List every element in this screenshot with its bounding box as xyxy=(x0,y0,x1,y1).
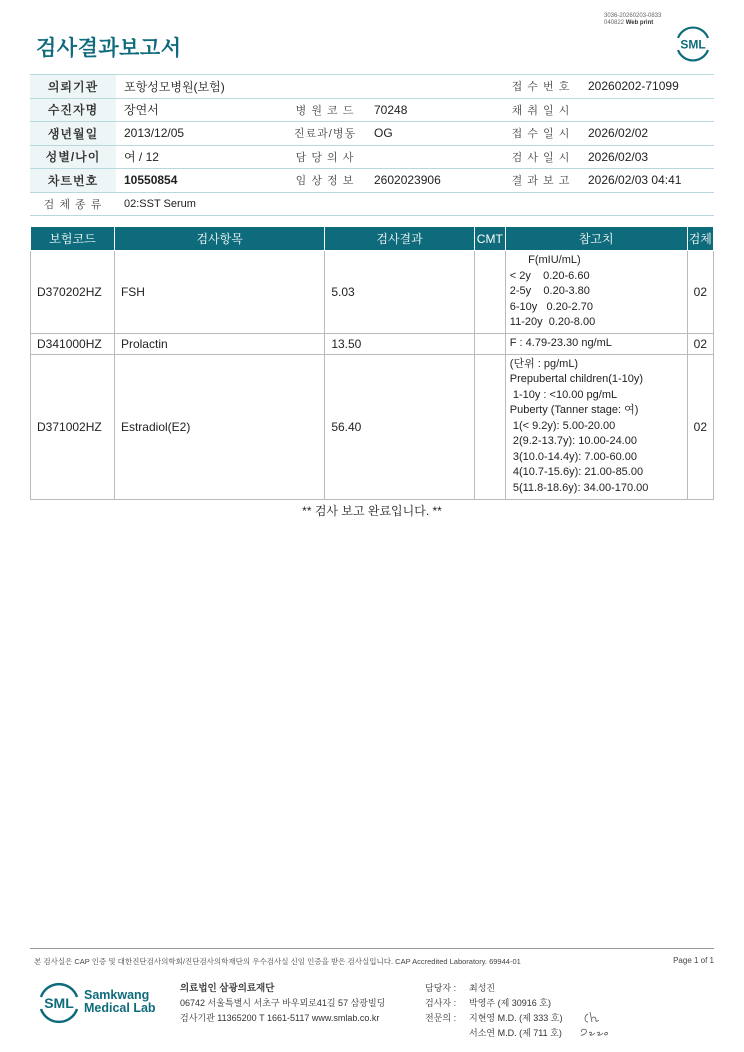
value-clinical-info: 2602023906 xyxy=(366,169,502,193)
staff-name: 박영주 (제 30916 호) xyxy=(469,998,551,1008)
lab-contact: 검사기관 11365200 T 1661-5117 www.smlab.co.kr xyxy=(180,1013,380,1023)
sml-footer-logo-text: SML xyxy=(44,995,74,1011)
header-test-result: 검사결과 xyxy=(325,227,474,251)
row-specimen: 02 xyxy=(687,333,713,354)
handwritten-signature-icon xyxy=(578,1008,614,1040)
row-cmt xyxy=(474,333,505,354)
header-reference: 참고치 xyxy=(505,227,687,251)
row-cmt xyxy=(474,251,505,334)
label-department: 진료과/병동 xyxy=(284,122,366,146)
header-specimen: 검체 xyxy=(687,227,713,251)
row-value: 13.50 xyxy=(325,333,474,354)
value-test-time: 2026/02/03 xyxy=(580,145,714,169)
print-meta xyxy=(604,13,661,27)
value-result-report: 2026/02/03 04:41 xyxy=(580,169,714,193)
lab-address: 06742 서울특별시 서초구 바우뫼로41길 57 삼광빌딩 xyxy=(180,998,386,1008)
staff-row xyxy=(425,981,562,996)
staff-name: 최성진 xyxy=(469,983,496,993)
report-title: 검사결과보고서 xyxy=(36,37,182,60)
staff-name: 서소연 M.D. (제 711 호) xyxy=(469,1028,562,1038)
sml-logo-text: SML xyxy=(680,37,706,52)
staff-role: 전문의 : xyxy=(425,1013,457,1023)
staff-row xyxy=(425,1011,562,1026)
label-patient-name: 수진자명 xyxy=(30,98,116,122)
label-receipt-number: 접 수 번 호 xyxy=(502,75,580,99)
row-code: D371002HZ xyxy=(31,354,115,499)
sml-logo-icon xyxy=(672,24,714,62)
row-reference: F(mIU/mL) < 2y 0.20-6.60 2-5y 0.20-3.80 6-10y 0.20-2.70 11-20y 0.20-8.00 xyxy=(505,251,687,334)
label-result-report: 결 과 보 고 xyxy=(502,169,580,193)
row-reference: (단위 : pg/mL) Prepubertal children(1-10y) 1-10y : <10.00 pg/mL Puberty (Tanner stage: 여) 1(< 9.2y): 5.00-20.00 2(9.2-13.7y): 10.00-24.00 3(10.0-14.4y): 7.00-60.00 4(10.7-15.6y): 21.00-85.00 5(11.8-18.6y): 34.00-170.00 xyxy=(505,354,687,499)
results-table xyxy=(30,226,714,500)
label-birth-date: 생년월일 xyxy=(30,122,116,146)
row-item: Prolactin xyxy=(114,333,324,354)
samkwang-logo xyxy=(36,980,156,1026)
value-receipt-number: 20260202-71099 xyxy=(580,75,714,99)
logo-name-line1: Samkwang xyxy=(84,988,150,1002)
value-department: OG xyxy=(366,122,502,146)
page-number: Page 1 of 1 xyxy=(673,956,714,965)
row-value: 5.03 xyxy=(325,251,474,334)
value-chart-number: 10550854 xyxy=(116,169,284,193)
lab-address-block xyxy=(180,981,385,1026)
row-code: D370202HZ xyxy=(31,251,115,334)
row-value: 56.40 xyxy=(325,354,474,499)
value-sex-age: 여 / 12 xyxy=(116,145,284,169)
table-row xyxy=(31,251,714,334)
row-item: FSH xyxy=(114,251,324,334)
staff-row xyxy=(425,1026,562,1041)
row-specimen: 02 xyxy=(687,354,713,499)
logo-name-line2: Medical Lab xyxy=(84,1001,156,1015)
staff-row xyxy=(425,996,562,1011)
value-birth-date: 2013/12/05 xyxy=(116,122,284,146)
label-doctor: 담 당 의 사 xyxy=(284,145,366,169)
row-item: Estradiol(E2) xyxy=(114,354,324,499)
staff-role xyxy=(425,1026,469,1041)
label-collection-time: 채 취 일 시 xyxy=(502,98,580,122)
label-sex-age: 성별/나이 xyxy=(30,145,116,169)
staff-name: 지현영 M.D. (제 333 호) xyxy=(469,1013,563,1023)
value-doctor xyxy=(366,145,502,169)
footer-divider xyxy=(30,948,714,949)
value-receipt-time: 2026/02/02 xyxy=(580,122,714,146)
accreditation-note: 본 검사실은 CAP 인증 및 대한진단검사의학회/진단검사의학재단의 우수검사실 신임 인증을 받은 검사실입니다. CAP Accredited Laboratory. 69944-01 xyxy=(34,957,521,966)
sml-footer-logo-icon xyxy=(36,980,82,1026)
row-cmt xyxy=(474,354,505,499)
header-cmt: CMT xyxy=(474,227,505,251)
row-reference: F : 4.79-23.30 ng/mL xyxy=(505,333,687,354)
row-specimen: 02 xyxy=(687,251,713,334)
value-patient-name: 장연서 xyxy=(116,98,284,122)
label-hospital-code: 병 원 코 드 xyxy=(284,98,366,122)
header-test-item: 검사항목 xyxy=(114,227,324,251)
patient-info-table xyxy=(30,74,714,216)
report-complete-note: ** 검사 보고 완료입니다. ** xyxy=(302,504,442,518)
print-meta-line2: 040822 xyxy=(604,20,625,26)
value-hospital-code: 70248 xyxy=(366,98,502,122)
lab-org-name: 의료법인 삼광의료재단 xyxy=(180,983,275,994)
table-row xyxy=(31,354,714,499)
row-code: D341000HZ xyxy=(31,333,115,354)
table-row xyxy=(31,333,714,354)
label-test-time: 검 사 일 시 xyxy=(502,145,580,169)
label-clinical-info: 임 상 정 보 xyxy=(284,169,366,193)
label-specimen-type: 검 체 종 류 xyxy=(30,192,116,216)
web-print-label: Web print xyxy=(625,20,654,26)
value-requesting-institution: 포항성모병원(보험) xyxy=(116,75,502,99)
staff-role: 검사자 : xyxy=(425,998,457,1008)
staff-role: 담당자 : xyxy=(425,983,457,993)
label-chart-number: 차트번호 xyxy=(30,169,116,193)
label-receipt-time: 접 수 일 시 xyxy=(502,122,580,146)
header-insurance-code: 보험코드 xyxy=(31,227,115,251)
value-specimen-type: 02:SST Serum xyxy=(116,192,714,216)
value-collection-time xyxy=(580,98,714,122)
print-meta-line1: 3036-20260203-0833 xyxy=(604,13,662,19)
staff-list xyxy=(425,981,562,1041)
label-requesting-institution: 의뢰기관 xyxy=(30,75,116,99)
